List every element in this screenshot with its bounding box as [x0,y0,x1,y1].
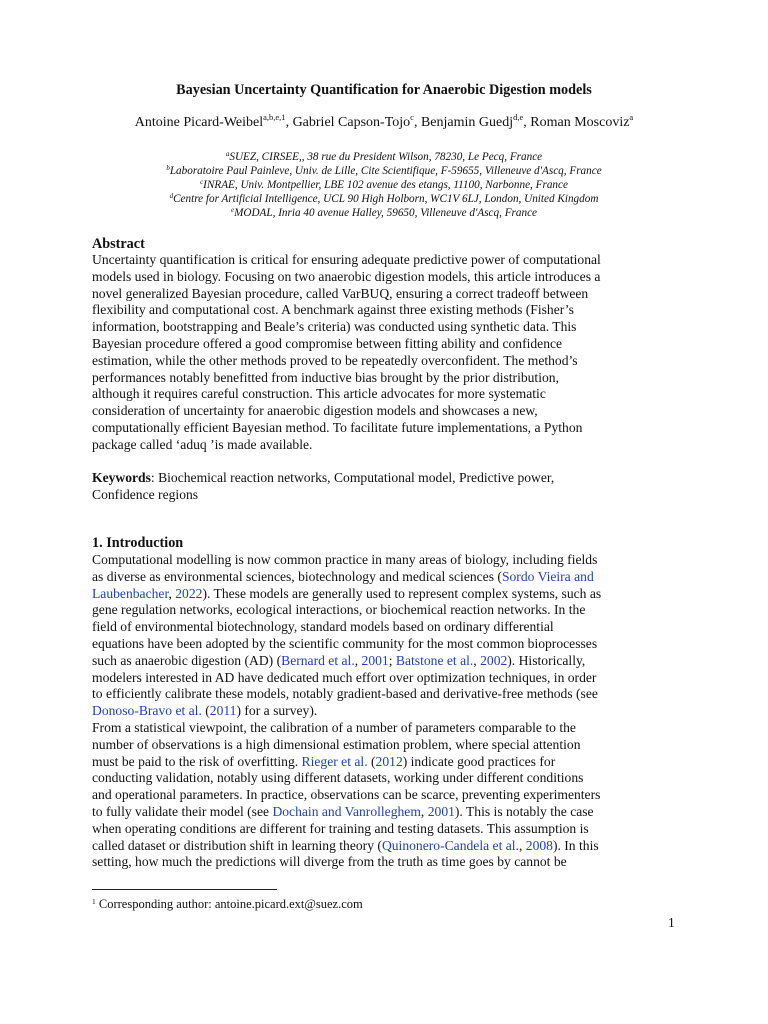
intro-line [92,703,682,720]
keywords [92,470,682,504]
citation-link[interactable]: 2001 [427,803,455,819]
abstract-heading: Abstract [92,236,145,252]
intro-text: when operating conditions are different for training and testing datasets. This assumption is [92,820,589,836]
intro-text: Computational modelling is now common practice in many areas of biology, including fields [92,552,598,567]
intro-text: ). Historically, [507,652,586,668]
citation-link[interactable]: Batstone et al. [395,652,474,668]
citation-link[interactable]: 2008 [525,837,553,853]
intro-text: ). In this [552,837,599,853]
keywords-text: Confidence regions [92,486,199,502]
citation-link[interactable]: 2002 [480,652,508,668]
intro-text: setting, how much the predictions will diverge from the truth as time goes by cannot be [92,854,567,870]
intro-line [92,787,682,804]
abstract-body [92,252,682,454]
affiliation: $^c$INRAE, Univ. Montpellier, LBE 102 avenue des etangs, 11100, Narbonne, France [200,178,568,191]
intro-line [92,636,682,653]
author-list [0,112,768,131]
author: Roman Moscoviz$^a$ [530,112,634,130]
citation-link[interactable]: Rieger et al. [301,753,368,769]
citation-link[interactable]: Donoso-Bravo et al. [92,703,202,719]
abstract-line: performances notably benefitted from inductive bias brought by the prior distribution, [92,369,559,385]
footnote: $^1$ Corresponding author: antoine.picard.ext@suez.com [92,897,363,911]
abstract-line: flexibility and computational cost. A benchmark against three existing methods (Fisher’s [92,302,574,318]
abstract-line: information, bootstrapping and Beale’s criteria) was conducted using synthetic data. This [92,319,577,335]
intro-text: equations have been adopted by the scientific community for the most common bioprocesses [92,635,598,651]
page-number: 1 [668,915,675,930]
intro-line [92,552,682,569]
intro-text: , [354,652,362,668]
citation-link[interactable]: Bernard et al. [281,652,355,668]
intro-text: field of environmental biotechnology, standard models based on ordinary differential [92,619,554,635]
intro-line [92,804,682,821]
abstract-line: computationally efficient Bayesian method. To facilitate future implementations, a Python [92,419,583,435]
intro-body [92,552,682,871]
intro-line [92,754,682,771]
intro-text: modelers interested in AD have dedicated much effort over optimization techniques, in order [92,669,597,685]
intro-line [92,821,682,838]
intro-line [92,854,682,871]
intro-line [92,586,682,603]
intro-text: number of observations is a high dimensional estimation problem, where special attention [92,736,581,752]
intro-line [92,770,682,787]
keywords-label: Keywords [92,470,151,485]
footnote-rule [92,889,277,890]
intro-line [92,602,682,619]
citation-link[interactable]: 2022 [175,585,203,601]
affiliation: $^b$Laboratoire Paul Painleve, Univ. de Lille, Cite Scientifique, F-59655, Villeneuve d'Ascq, France [166,164,602,177]
intro-text: From a statistical viewpoint, the calibration of a number of parameters comparable to the [92,719,576,735]
abstract-line: package called ‘aduq ’is made available. [92,436,313,452]
intro-text: ; [388,652,396,668]
abstract-line: estimation, while the other methods proved to be repeatedly overconfident. The method’s [92,352,578,368]
citation-link[interactable]: 2012 [375,753,403,769]
intro-text: and operational parameters. In practice, observations can be scarce, preventing experimenters [92,787,601,803]
abstract-line: novel generalized Bayesian procedure, called VarBUQ, ensuring a correct tradeoff between [92,285,589,301]
citation-link[interactable]: 2011 [209,703,237,719]
affiliation: $^a$SUEZ, CIRSEE,, 38 rue du President Wilson, 78230, Le Pecq, France [225,150,543,163]
intro-text: , [518,837,526,853]
intro-text: must be paid to the risk of overfitting. [92,753,302,769]
affiliation: $^e$MODAL, Inria 40 avenue Halley, 59650, Villeneuve d'Ascq, France [230,206,538,219]
intro-text: ) for a survey). [236,703,318,719]
abstract-line: although it requires careful construction. This article advocates for more systematic [92,386,546,402]
citation-link[interactable]: Dochain and Vanrolleghem [272,803,421,819]
intro-line [92,838,682,855]
intro-line [92,686,682,703]
intro-text: to efficiently calibrate these models, notably gradient-based and derivative-free methods (see [92,686,598,702]
intro-line [92,569,682,586]
intro-text: called dataset or distribution shift in learning theory ( [92,837,382,853]
intro-text: ( [201,703,210,719]
affiliation-list [0,150,768,220]
citation-link[interactable]: Sordo Vieira and [501,568,594,584]
intro-text: ) indicate good practices for [402,753,556,769]
intro-heading: 1. Introduction [92,535,184,551]
intro-line [92,619,682,636]
paper-title: Bayesian Uncertainty Quantification for Anaerobic Digestion models [176,82,592,98]
intro-text: , [420,803,428,819]
intro-text: gene regulation networks, ecological interactions, or biochemical reaction networks. In the [92,602,586,618]
author: Benjamin Guedj$^{d,e}$, [420,112,531,130]
intro-text: such as anaerobic digestion (AD) ( [92,652,282,668]
intro-text: , [473,652,481,668]
intro-text: as diverse as environmental sciences, biotechnology and medical sciences ( [92,568,502,584]
abstract-line: Bayesian procedure offered a good compromise between fitting ability and confidence [92,335,563,351]
intro-text: to fully validate their model (see [92,803,273,819]
citation-link[interactable]: Quinonero-Candela et al. [381,837,519,853]
author: Gabriel Capson-Tojo$^c$, [292,112,421,130]
intro-line [92,720,682,737]
intro-line [92,653,682,670]
abstract-line: consideration of uncertainty for anaerobic digestion models and showcases a new, [92,403,538,419]
citation-link[interactable]: 2001 [361,652,389,668]
intro-line [92,670,682,687]
citation-link[interactable]: Laubenbacher [92,585,169,601]
intro-text: ( [367,753,376,769]
intro-text: conducting validation, notably using different datasets, working under different conditions [92,770,584,786]
intro-text: ). These models are generally used to represent complex systems, such as [202,585,602,601]
keywords-text: : Biochemical reaction networks, Computational model, Predictive power, [150,470,555,485]
intro-text: ). This is notably the case [454,803,594,819]
affiliation: $^d$Centre for Artificial Intelligence, UCL 90 High Holborn, WC1V 6LJ, London, United Kingdom [169,192,599,205]
author: Antoine Picard-Weibel$^{a,b,e,1}$, [134,112,293,130]
abstract-line: Uncertainty quantification is critical for ensuring adequate predictive power of computational [92,252,601,267]
abstract-line: models used in biology. Focusing on two anaerobic digestion models, this article introduces a [92,268,601,284]
intro-text: , [168,585,176,601]
intro-line [92,737,682,754]
